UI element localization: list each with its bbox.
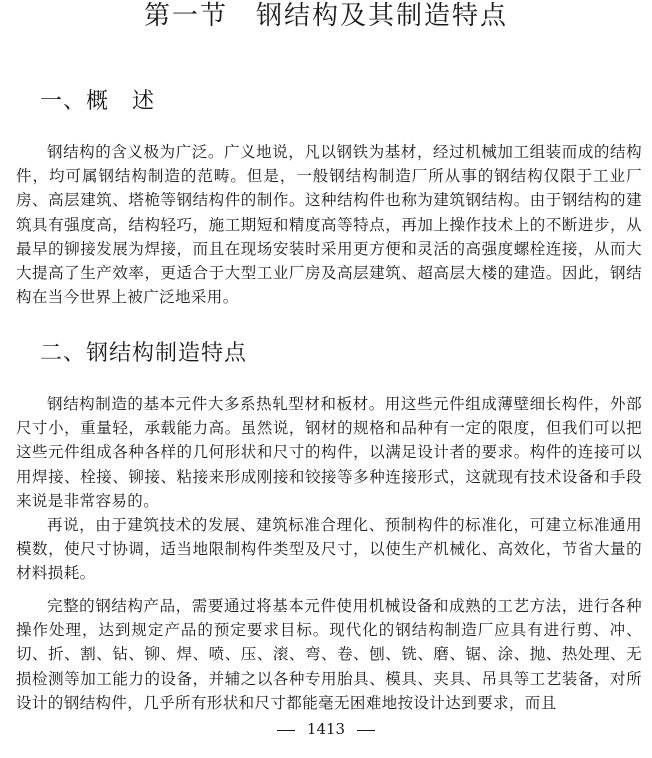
section-heading-features: 二、钢结构制造特点	[40, 341, 248, 366]
section-heading-overview: 一、概 述	[40, 89, 156, 114]
features-paragraph-2: 再说，由于建筑技术的发展、建筑标准合理化、预制构件的标准化，可建立标准通用模数，使尺寸协调，适当地限制构件类型及尺寸，以使生产机械化、高效化，节省大量的材料损耗。	[16, 516, 642, 583]
features-paragraph-3: 完整的钢结构产品，需要通过将基本元件使用机械设备和成熟的工艺方法，进行各种操作处理，达到规定产品的预定要求目标。现代化的钢结构制造厂应具有进行剪、冲、切、折、割、钻、铆、焊、喷、压、滚、弯、卷、刨、铣、磨、锯、涂、抛、热处理、无损检测等加工能力的设备，并辅之以各种专用胎具、模具、夹具、吊具等工艺装备，对所设计的钢结构件，几乎所有形状和尺寸都能毫无困难地按设计达到要求，而且	[16, 597, 642, 712]
features-paragraph-1: 钢结构制造的基本元件大多系热轧型材和板材。用这些元件组成薄壁细长构件，外部尺寸小，重量轻，承载能力高。虽然说，钢材的规格和品种有一定的限度，但我们可以把这些元件组成各种各样的几何形状和尺寸的构件，以满足设计者的要求。构件的连接可以用焊接、栓接、铆接、粘接来形成刚接和铰接等多种连接形式，这就现有技术设备和手段来说是非常容易的。	[16, 395, 642, 510]
overview-paragraph: 钢结构的含义极为广泛。广义地说，凡以钢铁为基材，经过机械加工组装而成的结构件，均可属钢结构制造的范畴。但是，一般钢结构制造厂所从事的钢结构仅限于工业厂房、高层建筑、塔桅等钢结构件的制作。这种结构件也称为建筑钢结构。由于钢结构的建筑具有强度高，结构轻巧，施工期短和精度高等特点，再加上操作技术上的不断进步，从最早的铆接发展为焊接，而且在现场安装时采用更方便和灵活的高强度螺栓连接，从而大大提高了生产效率，更适合于大型工业厂房及高层建筑、超高层大楼的建造。因此，钢结构在当今世界上被广泛地采用。	[16, 143, 642, 307]
page-number: 1413	[306, 720, 346, 738]
page-footer	[0, 718, 652, 740]
left-dash	[277, 730, 295, 731]
chapter-title: 第一节 钢结构及其制造特点	[143, 1, 508, 31]
right-dash	[357, 730, 375, 731]
